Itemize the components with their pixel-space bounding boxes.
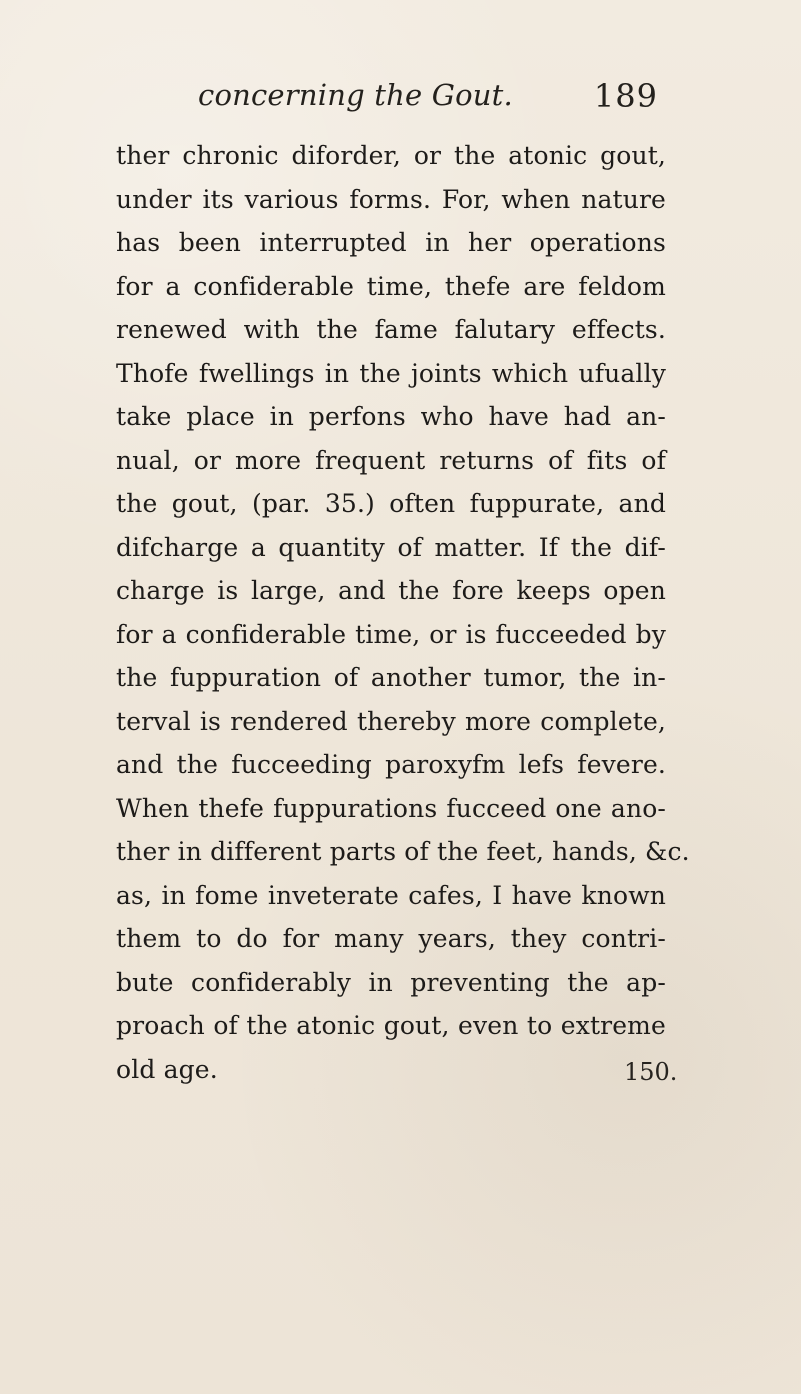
body-text — [116, 134, 690, 1091]
page-header — [198, 78, 658, 128]
text-line: take place in perfons who have had an- — [116, 402, 666, 431]
text-line: them to do for many years, they contri- — [116, 924, 666, 953]
text-line: as, in fome inveterate cafes, I have known — [116, 880, 666, 910]
text-line: bute confiderably in preventing the ap- — [116, 967, 666, 997]
text-line: Thofe fwellings in the joints which ufually — [116, 358, 666, 388]
text-line: difcharge a quantity of matter. If the dif- — [116, 532, 666, 562]
catchword: 150. — [624, 1058, 678, 1086]
text-line: ther in different parts of the feet, hands, &c. — [116, 837, 690, 866]
text-line: proach of the atonic gout, even to extreme — [116, 1011, 666, 1040]
text-line: for a confiderable time, thefe are feldom — [116, 271, 666, 301]
text-line: renewed with the fame falutary effects. — [116, 315, 666, 344]
text-line: the gout, (par. 35.) often fuppurate, and — [116, 489, 666, 518]
text-line: charge is large, and the fore keeps open — [116, 576, 666, 605]
text-line: When thefe fuppurations fucceed one ano- — [116, 793, 666, 823]
text-line: the fuppuration of another tumor, the in- — [116, 663, 666, 692]
running-head: concerning the Gout. — [198, 78, 513, 112]
page-number: 189 — [593, 77, 658, 115]
text-line: terval is rendered thereby more complete, — [116, 706, 666, 736]
text-line: under its various forms. For, when nature — [116, 184, 666, 214]
text-line: nual, or more frequent returns of fits of — [116, 445, 666, 475]
text-line: has been interrupted in her operations — [116, 228, 666, 257]
text-line: for a confiderable time, or is fucceeded by — [116, 619, 666, 649]
text-line: and the fucceeding paroxyfm lefs fevere. — [116, 750, 666, 779]
text-line: ther chronic diforder, or the atonic gout, — [116, 141, 666, 170]
text-line-last: old age. — [116, 1054, 218, 1084]
